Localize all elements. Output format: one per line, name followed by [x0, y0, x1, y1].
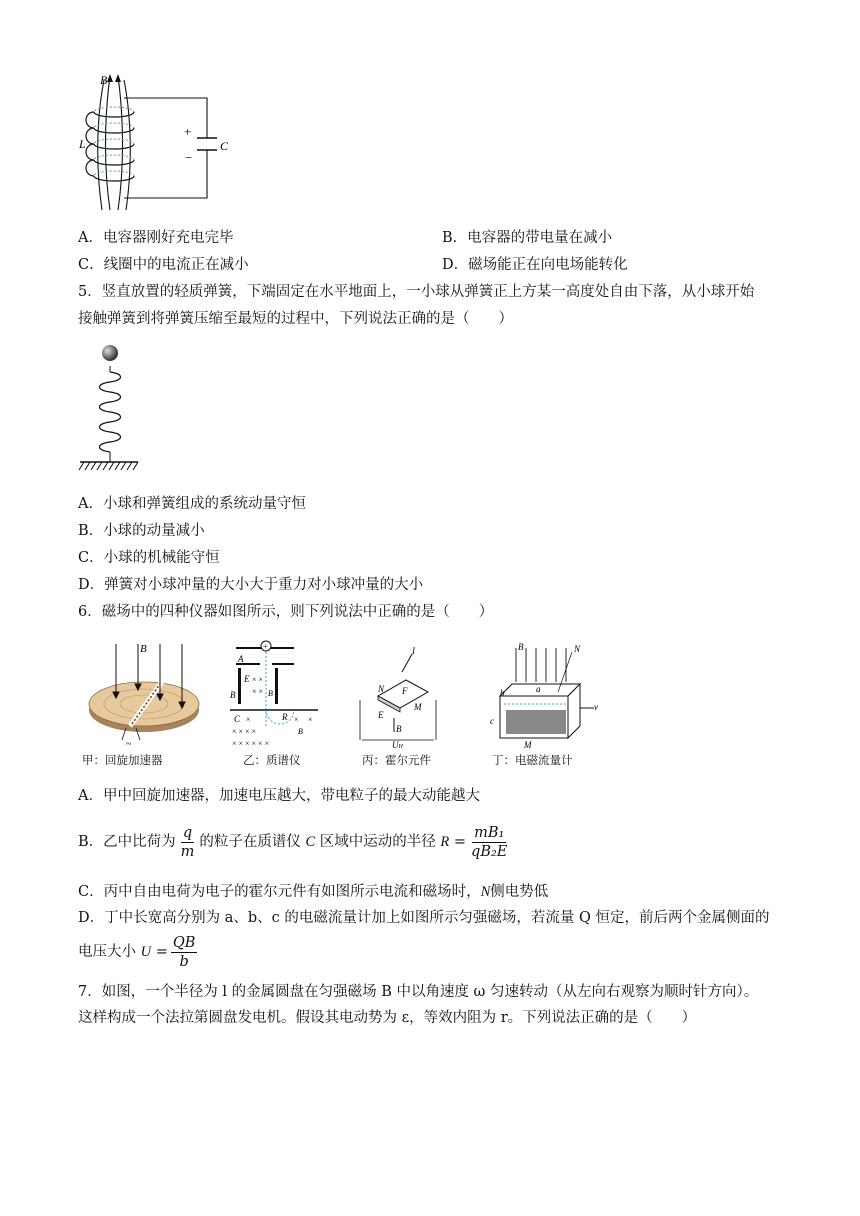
svg-text:B: B: [140, 643, 147, 655]
svg-text:I: I: [412, 646, 415, 656]
q5-stem-line1: 5．竖直放置的轻质弹簧，下端固定在水平地面上，一小球从弹簧正上方某一高度处自由下落，从小球开始: [78, 284, 755, 300]
voltage-numerator: QB: [172, 934, 196, 951]
q5-option-b: B．小球的动量减小: [78, 523, 205, 539]
q7-stem-line2: 这样构成一个法拉第圆盘发电机。假设其电动势为 ε，等效内阻为 r。下列说法正确的是（ ）: [78, 1010, 697, 1026]
q6-option-c-suffix: 侧电势低: [490, 884, 549, 900]
q6-option-b: [78, 822, 512, 862]
svg-text:b: b: [500, 688, 505, 698]
q6-option-b-mid: 的粒子在质谱仪: [199, 834, 301, 850]
region-c: C: [305, 834, 316, 850]
radius-fraction: [469, 824, 509, 861]
voltage-fraction: [171, 934, 198, 971]
mass-spectrometer-figure: [228, 638, 328, 748]
svg-text:B: B: [268, 689, 273, 698]
plus-label: +: [184, 124, 192, 139]
q6-option-d-line1: D．丁中长宽高分别为 a、b、c 的电磁流量计加上如图所示匀强磁场，若流量 Q 恒定，前后两个金属侧面的: [78, 910, 770, 926]
l-label: L: [79, 137, 86, 151]
svg-text:C: C: [234, 714, 241, 724]
cyclotron-figure: [82, 640, 222, 750]
svg-text:UH: UH: [392, 740, 403, 750]
b-label: B: [100, 73, 108, 87]
hall-element-figure: [356, 640, 446, 750]
q4-option-c: C．线圈中的电流正在减小: [78, 257, 249, 273]
q5-option-a: A．小球和弹簧组成的系统动量守恒: [78, 496, 306, 512]
q6-option-d-prefix: 电压大小: [78, 944, 136, 960]
fraction-denominator-m: m: [180, 843, 195, 860]
q7-stem-line1: 7．如图，一个半径为 l 的金属圆盘在匀强磁场 B 中以角速度 ω 匀速转动（从左向右观察为顺时针方向）。: [78, 984, 759, 1000]
radius-denominator: qB₂E: [471, 843, 508, 860]
svg-text:E: E: [244, 674, 250, 684]
q6-option-b-mid2: 区域中运动的半径: [319, 834, 436, 850]
minus-label: −: [185, 150, 193, 165]
spring-ball-figure: [76, 340, 146, 480]
q6-option-d-line2: [78, 932, 200, 972]
fraction-numerator-q: q: [182, 824, 193, 841]
q6-option-b-prefix: B．乙中比荷为: [78, 834, 176, 850]
svg-text:N: N: [574, 644, 581, 654]
svg-text:×: ×: [308, 715, 313, 724]
equals-sign: =: [453, 834, 467, 850]
q4-option-d: D．磁场能正在向电场能转化: [442, 257, 628, 273]
q4-option-b: B．电容器的带电量在减小: [442, 230, 613, 246]
svg-text:~: ~: [126, 739, 132, 750]
c-label: C: [220, 139, 229, 153]
voltage-u: U: [140, 944, 152, 960]
voltage-denominator: b: [179, 953, 189, 970]
spring-icon: [100, 372, 121, 452]
equals-sign-d: =: [155, 944, 168, 960]
svg-text:R: R: [282, 712, 288, 722]
side-n: N: [480, 884, 491, 900]
q6-option-a: A．甲中回旋加速器，加速电压越大，带电粒子的最大动能越大: [78, 788, 480, 804]
caption-jia: 甲：回旋加速器: [82, 753, 163, 767]
svg-text:v: v: [594, 702, 598, 712]
svg-text:+: +: [263, 642, 268, 651]
q6-option-c: [78, 882, 548, 902]
lc-circuit-figure: [74, 70, 244, 215]
svg-text:B: B: [298, 727, 303, 736]
svg-text:× ×: × ×: [252, 687, 264, 696]
svg-text:a: a: [536, 684, 541, 694]
caption-yi: 乙：质谱仪: [243, 753, 301, 767]
svg-text:E: E: [378, 710, 384, 720]
svg-text:M: M: [524, 740, 532, 750]
svg-text:F: F: [402, 686, 408, 696]
charge-mass-fraction: [179, 824, 197, 861]
q5-stem-line2: 接触弹簧到将弹簧压缩至最短的过程中，下列说法正确的是（ ）: [78, 311, 513, 327]
svg-text:B: B: [230, 690, 236, 700]
svg-text:× ×: × ×: [252, 675, 264, 684]
svg-text:c: c: [490, 716, 494, 726]
svg-text:× × × ×: × × × ×: [232, 727, 257, 736]
svg-text:B: B: [518, 642, 524, 652]
q5-option-c: C．小球的机械能守恒: [78, 550, 220, 566]
svg-text:A: A: [238, 654, 244, 664]
svg-text:×: ×: [294, 715, 299, 724]
flowmeter-figure: [486, 636, 604, 750]
radius-r: R: [440, 834, 450, 850]
svg-text:B: B: [396, 724, 402, 734]
caption-ding: 丁：电磁流量计: [492, 753, 573, 767]
ball-icon: [102, 345, 118, 361]
q6-stem: 6．磁场中的四种仪器如图所示，则下列说法中正确的是（ ）: [78, 604, 494, 620]
svg-text:× × × × × ×: × × × × × ×: [232, 739, 270, 748]
q6-option-c-prefix: C．丙中自由电荷为电子的霍尔元件有如图所示电流和磁场时，: [78, 884, 481, 900]
radius-numerator: mB₁: [474, 824, 505, 841]
svg-text:M: M: [414, 702, 422, 712]
q5-option-d: D．弹簧对小球冲量的大小大于重力对小球冲量的大小: [78, 577, 424, 593]
q4-option-a: A．电容器刚好充电完毕: [78, 230, 234, 246]
caption-bing: 丙：霍尔元件: [362, 753, 431, 767]
svg-text:×: ×: [246, 715, 251, 724]
svg-text:N: N: [378, 684, 385, 694]
